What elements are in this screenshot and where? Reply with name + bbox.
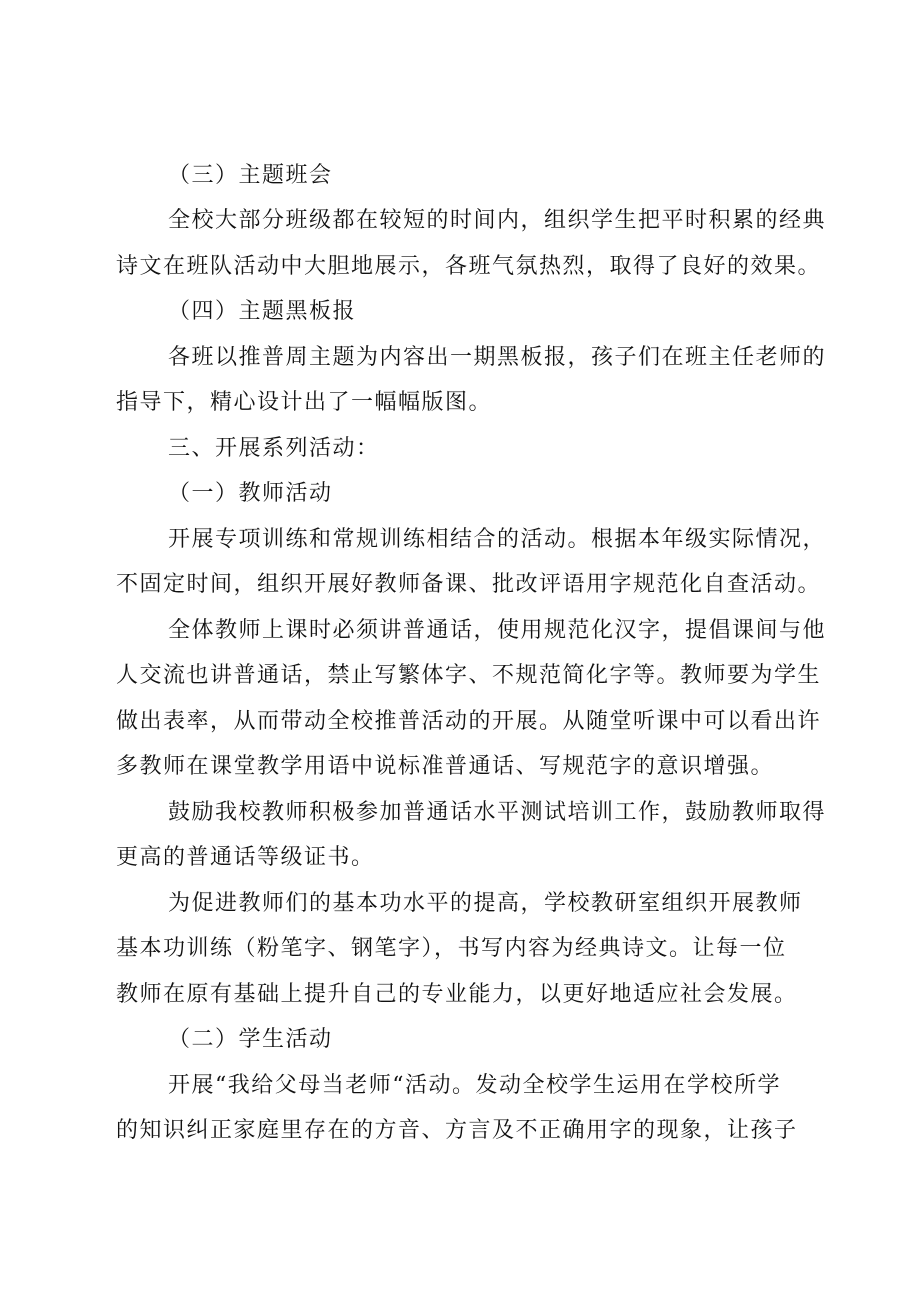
paragraph-line: 人交流也讲普通话，禁止写繁体字、不规范简化字等。教师要为学生 — [116, 663, 822, 688]
paragraph-line: 不固定时间，组织开展好教师备课、批改评语用字规范化自查活动。 — [116, 572, 822, 597]
paragraph-line: 做出表率，从而带动全校推普活动的开展。从随堂听课中可以看出许 — [116, 709, 822, 734]
heading-student-activities: （二）学生活动 — [168, 1027, 333, 1052]
paragraph-line: 更高的普通话等级证书。 — [116, 845, 375, 870]
paragraph-line: 的知识纠正家庭里存在的方音、方言及不正确用字的现象，让孩子 — [116, 1118, 798, 1143]
heading-series-activities: 三、开展系列活动： — [168, 436, 380, 461]
paragraph-line: 为促进教师们的基本功水平的提高，学校教研室组织开展教师 — [168, 891, 803, 916]
heading-teacher-activities: （一）教师活动 — [168, 481, 333, 506]
paragraph-line: 多教师在课堂教学用语中说标准普通话、写规范字的意识增强。 — [116, 754, 775, 779]
paragraph-line: 指导下，精心设计出了一幅幅版图。 — [116, 390, 493, 415]
paragraph-line: 开展专项训练和常规训练相结合的活动。根据本年级实际情况， — [168, 527, 827, 552]
paragraph-line: 开展“我给父母当老师“活动。发动全校学生运用在学校所学 — [168, 1073, 781, 1098]
heading-theme-class-meeting: （三）主题班会 — [168, 163, 333, 188]
paragraph-line: 鼓励我校教师积极参加普通话水平测试培训工作，鼓励教师取得 — [168, 800, 827, 825]
paragraph-line: 基本功训练（粉笔字、钢笔字），书写内容为经典诗文。让每一位 — [116, 936, 787, 961]
paragraph-line: 全体教师上课时必须讲普通话，使用规范化汉字，提倡课间与他 — [168, 618, 827, 643]
paragraph-line: 各班以推普周主题为内容出一期黑板报，孩子们在班主任老师的 — [168, 345, 827, 370]
paragraph-line: 全校大部分班级都在较短的时间内，组织学生把平时积累的经典 — [168, 208, 827, 233]
paragraph-line: 诗文在班队活动中大胆地展示，各班气氛热烈，取得了良好的效果。 — [116, 254, 822, 279]
paragraph-line: 教师在原有基础上提升自己的专业能力，以更好地适应社会发展。 — [116, 982, 798, 1007]
heading-theme-blackboard: （四）主题黑板报 — [168, 299, 357, 324]
